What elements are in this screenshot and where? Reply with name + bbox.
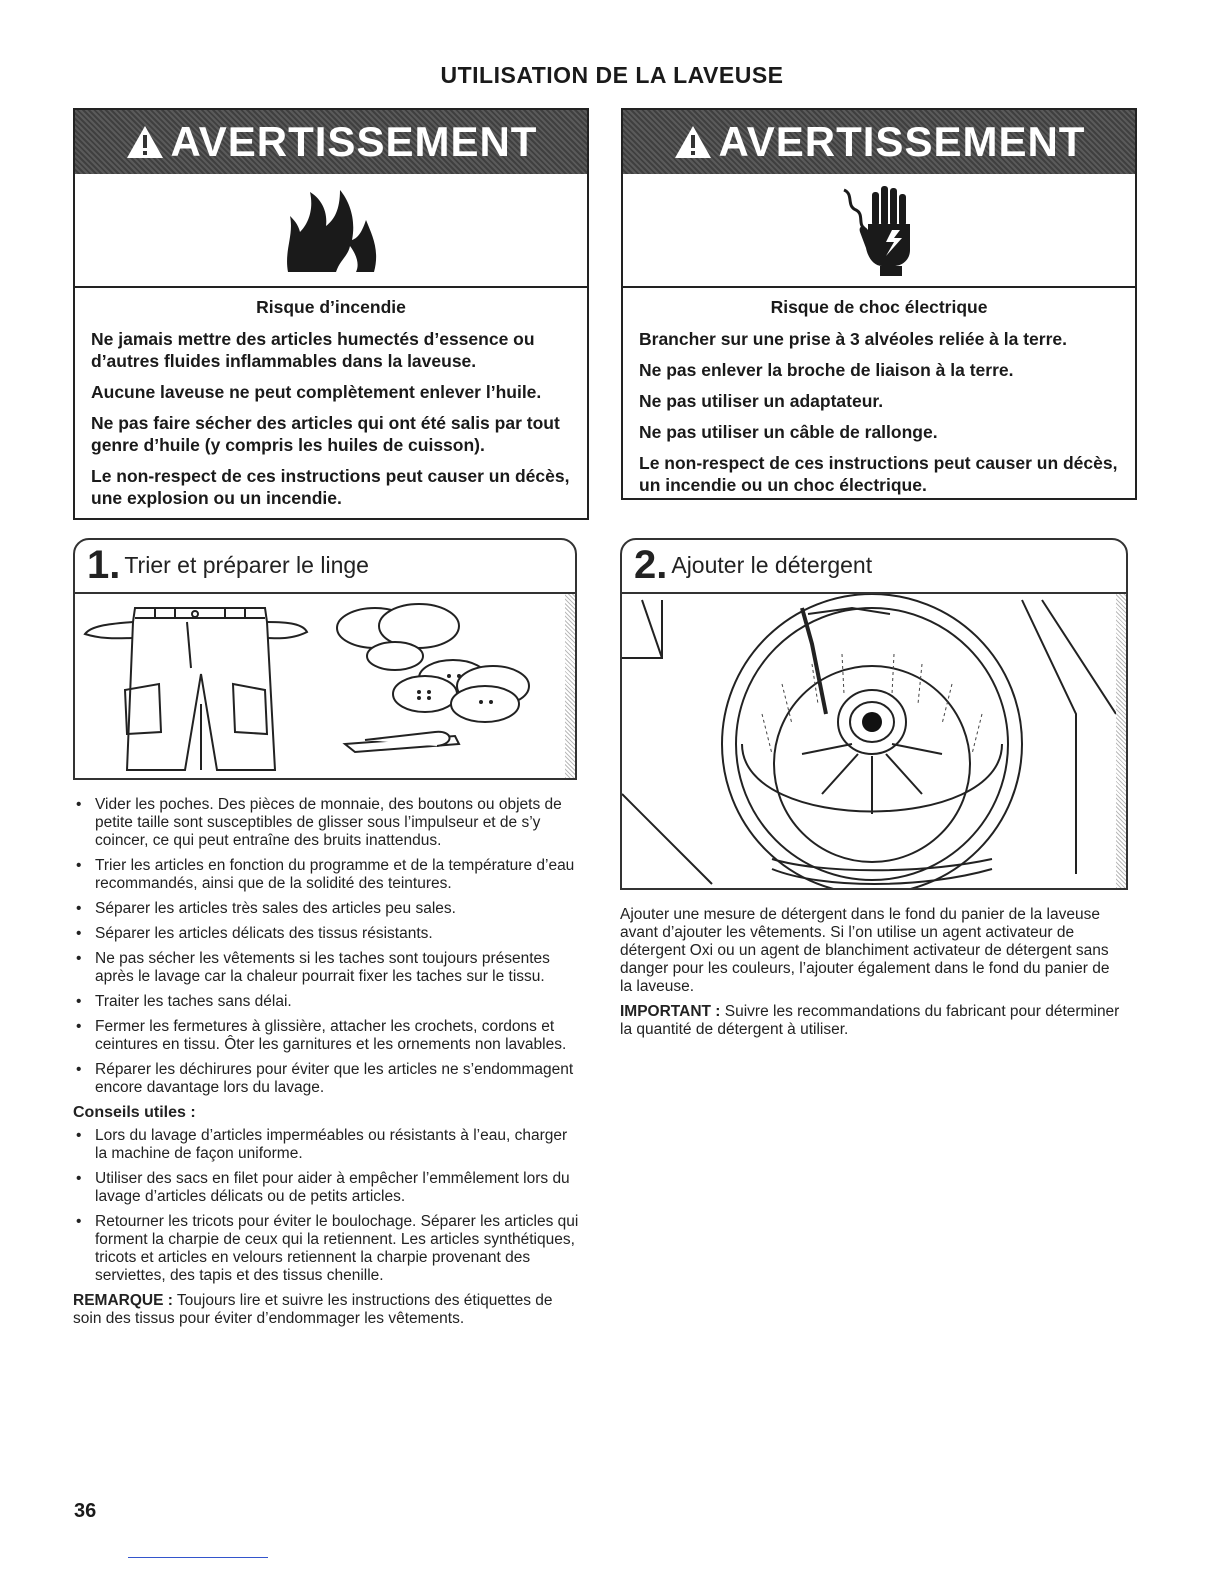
fire-icon-area (75, 174, 587, 288)
step2-title: Ajouter le détergent (671, 551, 873, 578)
electric-shock-hand-icon (834, 180, 924, 280)
list-item: • Trier les articles en fonction du programme et de la température d’eau recommandés, ainsi que de la solidité des teintures. (73, 857, 583, 893)
list-item: • Vider les poches. Des pièces de monnaie, des boutons ou objets de petite taille sont susceptibles de glisser sous l’impulseur et de s’y coincer, ce qui peut entraîne des bruits inattendus. (73, 796, 583, 850)
fire-icon (276, 180, 386, 280)
note-paragraph (73, 1292, 583, 1328)
step1-illustration (75, 592, 575, 778)
panel-shadow (565, 594, 575, 778)
step2-panel (620, 538, 1128, 890)
step2-text (620, 906, 1120, 1046)
list-item: • Fermer les fermetures à glissière, attacher les crochets, cordons et ceintures en tissu. Ôter les garnitures et les ornements non lavables. (73, 1018, 583, 1054)
footer-divider (128, 1557, 268, 1558)
list-item: • Traiter les taches sans délai. (73, 993, 583, 1011)
step1-text (73, 796, 583, 1335)
pants-and-coins-illustration (75, 594, 565, 778)
shock-icon-area (623, 174, 1135, 288)
shock-warning-line: Ne pas enlever la broche de liaison à la terre. (639, 360, 1014, 380)
fire-warning-line: Le non-respect de ces instructions peut causer un décès, une explosion ou un incendie. (91, 466, 570, 508)
shock-warning-line: Brancher sur une prise à 3 alvéoles reliée à la terre. (639, 329, 1068, 349)
warning-triangle-icon (125, 124, 165, 160)
step2-illustration (622, 592, 1126, 888)
list-item: • Ne pas sécher les vêtements si les taches sont toujours présentes après le lavage car la chaleur pourrait fixer les taches sur le tissu. (73, 950, 583, 986)
fire-warning-box (73, 108, 589, 520)
fire-risk-title: Risque d’incendie (256, 297, 406, 317)
tips-list (73, 1127, 583, 1285)
shock-risk-title: Risque de choc électrique (770, 297, 988, 317)
list-item: • Séparer les articles très sales des articles peu sales. (73, 900, 583, 918)
step1-panel (73, 538, 577, 780)
note-text: Toujours lire et suivre les instructions des étiquettes de soin des tissus pour éviter d’endommager les vêtements. (73, 1292, 553, 1327)
page-title: UTILISATION DE LA LAVEUSE (440, 62, 784, 88)
list-item: • Lors du lavage d’articles imperméables ou résistants à l’eau, charger la machine de façon uniforme. (73, 1127, 583, 1163)
step1-title: Trier et préparer le linge (124, 551, 369, 578)
shock-warning-line: Ne pas utiliser un câble de rallonge. (639, 422, 938, 442)
step1-header (75, 540, 575, 590)
note-label: REMARQUE : (73, 1292, 173, 1309)
fire-warning-line: Ne pas faire sécher des articles qui ont été salis par tout genre d’huile (y compris les huiles de cuisson). (91, 413, 560, 455)
fire-warning-line: Ne jamais mettre des articles humectés d’essence ou d’autres fluides inflammables dans la laveuse. (91, 329, 535, 371)
list-item: • Retourner les tricots pour éviter le boulochage. Séparer les articles qui forment la charpie de ceux qui la retiennent. Les articles synthétiques, tricots et articles en velours retiennent la charpie provenant des serviettes, des tapis et des tissus chenille. (73, 1213, 583, 1285)
step2-paragraph: Ajouter une mesure de détergent dans le fond du panier de la laveuse avant d’ajouter les vêtements. Si l’on utilise un agent activateur de détergent Oxi ou un agent de blanchiment activateur de détergent sans danger pour les couleurs, l’ajouter également dans le fond du panier de la laveuse. (620, 906, 1110, 995)
step2-number: 2. (634, 542, 668, 587)
warning-triangle-icon (673, 124, 713, 160)
list-item: • Utiliser des sacs en filet pour aider à empêcher l’emmêlement lors du lavage d’articles délicats ou de petits articles. (73, 1170, 583, 1206)
list-item: • Séparer les articles délicats des tissus résistants. (73, 925, 583, 943)
list-item: • Réparer les déchirures pour éviter que les articles ne s’endommagent encore davantage lors du lavage. (73, 1061, 583, 1097)
shock-warning-line: Le non-respect de ces instructions peut causer un décès, un incendie ou un choc électrique. (639, 453, 1118, 495)
fire-warning-line: Aucune laveuse ne peut complètement enlever l’huile. (91, 382, 542, 402)
warning-banner-text: AVERTISSEMENT (170, 118, 538, 165)
step2-header (622, 540, 1126, 590)
warning-banner (75, 110, 587, 174)
page-number: 36 (74, 1500, 97, 1522)
panel-shadow (1116, 594, 1126, 888)
step1-number: 1. (87, 542, 121, 587)
shock-warning-line: Ne pas utiliser un adaptateur. (639, 391, 884, 411)
important-paragraph (620, 1003, 1120, 1039)
tips-heading: Conseils utiles : (73, 1104, 196, 1121)
important-label: IMPORTANT : (620, 1003, 721, 1020)
washer-basket-illustration (622, 594, 1116, 888)
warning-banner-text: AVERTISSEMENT (718, 118, 1086, 165)
shock-warning-box (621, 108, 1137, 500)
warning-banner (623, 110, 1135, 174)
important-text: Suivre les recommandations du fabricant pour déterminer la quantité de détergent à utiliser. (620, 1003, 1120, 1038)
step1-bullet-list (73, 796, 583, 1097)
